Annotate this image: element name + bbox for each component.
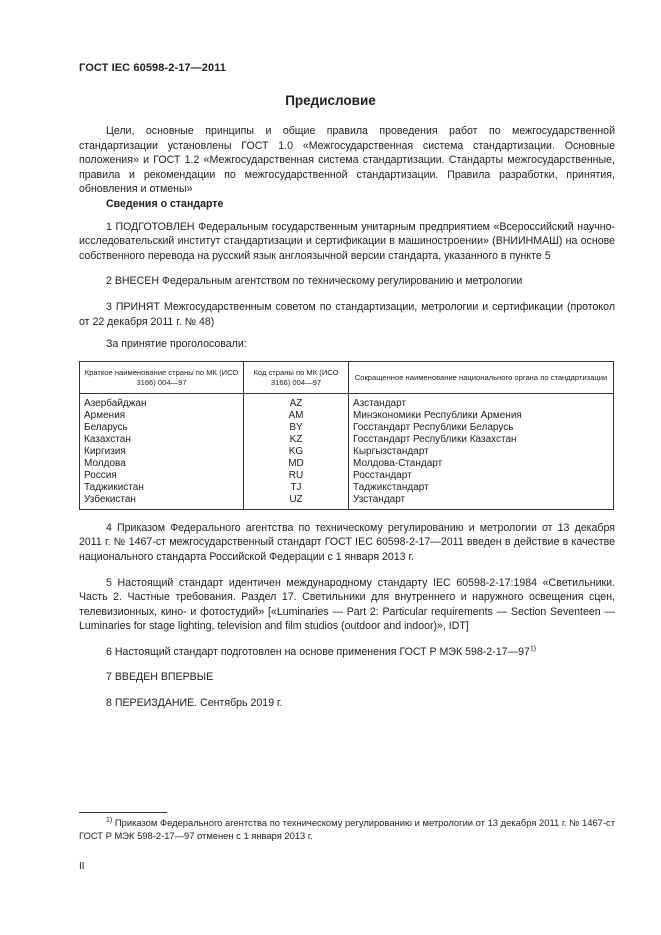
table-cell-body: Молдова-Стандарт [349,458,614,470]
table-row [80,446,614,458]
table-cell-code: MD [244,458,349,470]
item-3-paragraph: 3 ПРИНЯТ Межгосударственным советом по стандартизации, метрологии и сертификации (протокол от 22 декабря 2011 г. № 48) [79,300,615,328]
table-cell-body: Узстандарт [349,494,614,510]
item-5-paragraph: 5 Настоящий стандарт идентичен международному стандарту IEC 60598-2-17:1984 «Светильники. Часть 2. Частные требования. Раздел 17. Светильники для внутреннего и наружного освещения сцен, телевизионных, кино- и фотостудий» [«Luminaries — Part 2: Particular requirements — Section Seventeen — Luminaries for stage lighting, television and film studios (outdoor and indoor)», IDT] [79,576,615,633]
table-cell-body: Госстандарт Республики Казахстан [349,434,614,446]
table-cell-code: BY [244,422,349,434]
table-cell-body: Росстандарт [349,470,614,482]
table-cell-code: TJ [244,482,349,494]
table-row [80,422,614,434]
table-cell-country: Таджикистан [80,482,244,494]
item-8-paragraph: 8 ПЕРЕИЗДАНИЕ. Сентябрь 2019 г. [106,697,283,710]
voted-paragraph: За принятие проголосовали: [106,338,247,351]
document-header: ГОСТ IEC 60598-2-17—2011 [79,62,227,74]
table-cell-code: KG [244,446,349,458]
footnote-divider [79,812,167,813]
page-number: II [79,861,85,872]
footnote-reference: 1) [529,645,537,653]
table-cell-code: UZ [244,494,349,510]
table-cell-country: Россия [80,470,244,482]
table-header-country: Краткое наименование страны по МК (ИСО 3166) 004—97 [80,361,244,393]
table-cell-country: Молдова [80,458,244,470]
table-cell-body: Кыргызстандарт [349,446,614,458]
item-4-paragraph: 4 Приказом Федерального агентства по техническому регулированию и метрологии от 13 декабря 2011 г. № 1467-ст межгосударственный стандарт ГОСТ IEC 60598-2-17—2011 введен в действие в качестве национального стандарта Российской Федерации с 1 января 2013 г. [79,521,615,563]
table-cell-code: AZ [244,393,349,410]
table-header-row [80,361,614,393]
page-title: Предисловие [285,93,376,108]
table-cell-body: Минэкономики Республики Армения [349,410,614,422]
footnote-mark: 1) [106,816,113,824]
table-row [80,393,614,410]
footnote [79,816,615,842]
table-cell-country: Армения [80,410,244,422]
section-subheading: Сведения о стандарте [106,197,224,210]
table-row [80,410,614,422]
intro-paragraph: Цели, основные принципы и общие правила проведения работ по межгосударственной стандартизации установлены ГОСТ 1.0 «Межгосударственная система стандартизации. Основные положения» и ГОСТ 1.2 «Межгосударственная система стандартизации. Стандарты межгосударственные, правила и рекомендации по межгосударственной стандартизации. Правила разработки, принятия, обновления и отмены» [79,125,615,196]
item-2-paragraph: 2 ВНЕСЕН Федеральным агентством по техническому регулированию и метрологии [106,275,523,288]
table-row [80,470,614,482]
table-cell-code: KZ [244,434,349,446]
item-6-text: 6 Настоящий стандарт подготовлен на основе применения ГОСТ Р МЭК 598-2-17—97 [106,645,530,658]
table-row [80,458,614,470]
item-7-paragraph: 7 ВВЕДЕН ВПЕРВЫЕ [106,671,214,684]
table-cell-code: AM [244,410,349,422]
table-row [80,494,614,510]
footnote-text: Приказом Федерального агентства по техническому регулированию и метрологии от 13 декабря 2011 г. № 1467-ст ГОСТ Р МЭК 598-2-17—97 отменен с 1 января 2013 г. [79,817,616,841]
table-cell-country: Беларусь [80,422,244,434]
document-body [79,124,615,711]
member-countries-table [79,361,614,510]
item-1-paragraph: 1 ПОДГОТОВЛЕН Федеральным государственным унитарным предприятием «Всероссийский научно-исследовательский институт стандартизации и сертификации в машиностроении» (ВНИИНМАШ) на основе собственного перевода на русский язык англоязычной версии стандарта, указанного в пункте 5 [79,220,615,262]
item-6-paragraph [79,645,615,660]
table-cell-country: Казахстан [80,434,244,446]
table-header-body: Сокращенное наименование национального органа по стандартизации [349,361,614,393]
table-cell-body: Азстандарт [349,393,614,410]
table-cell-country: Узбекистан [80,494,244,510]
table-cell-country: Киргизия [80,446,244,458]
table-cell-body: Госстандарт Республики Беларусь [349,422,614,434]
table-row [80,434,614,446]
table-cell-code: RU [244,470,349,482]
table-cell-body: Таджикстандарт [349,482,614,494]
table-header-code: Код страны по МК (ИСО 3166) 004—97 [244,361,349,393]
table-row [80,482,614,494]
table-cell-country: Азербайджан [80,393,244,410]
